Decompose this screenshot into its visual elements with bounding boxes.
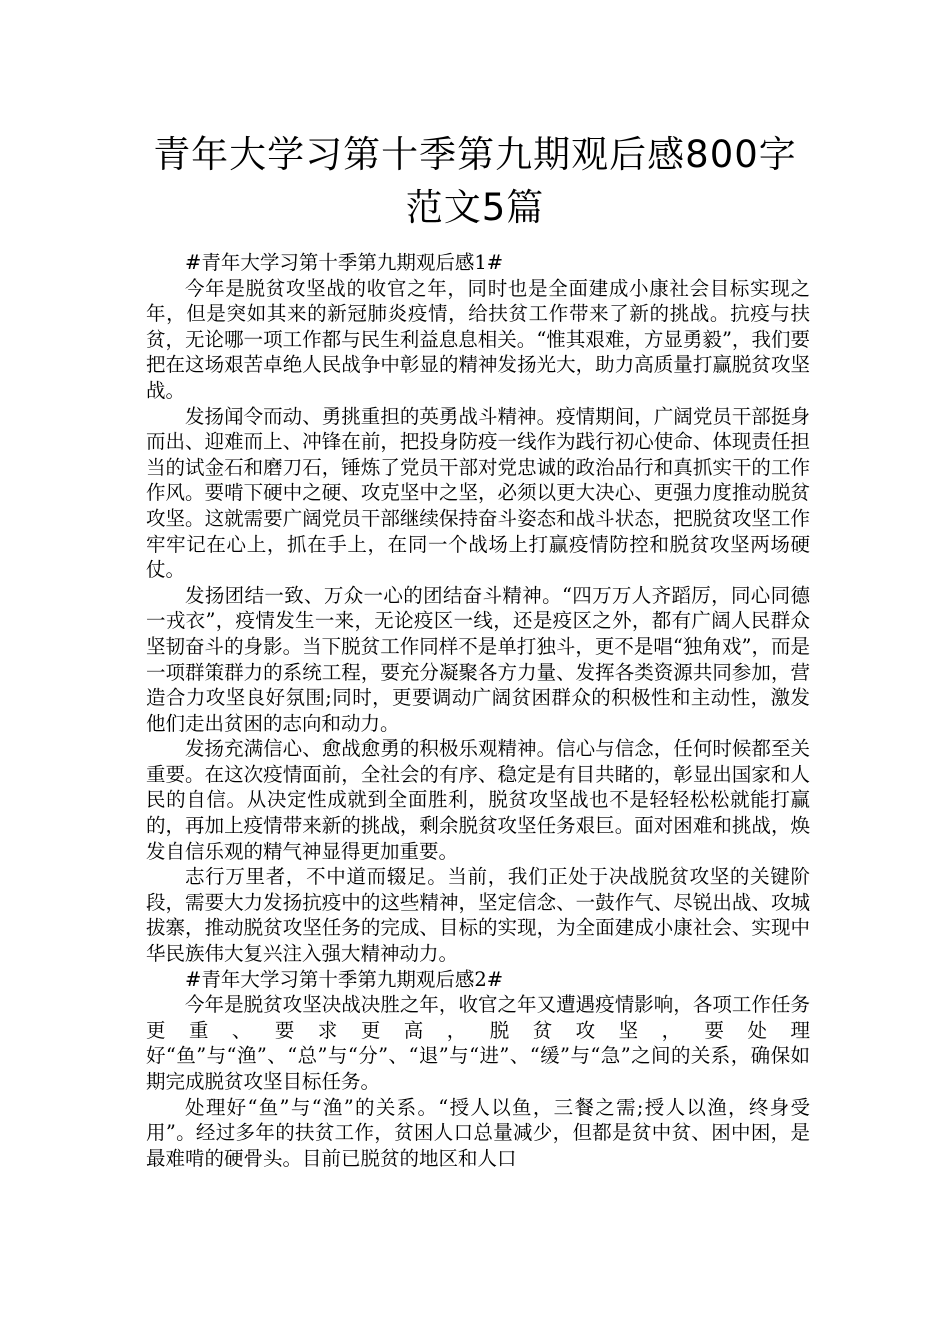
paragraph: 今年是脱贫攻坚战的收官之年，同时也是全面建成小康社会目标实现之年，但是突如其来的新冠肺炎疫情，给扶贫工作带来了新的挑战。抗疫与扶贫，无论哪一项工作都与民生利益息息相关。“惟其艰难，方显勇毅”，我们要把在这场艰苦卓绝人民战争中彰显的精神发扬光大，助力高质量打赢脱贫攻坚战。 xyxy=(146,276,810,402)
paragraph: 志行万里者，不中道而辍足。当前，我们正处于决战脱贫攻坚的关键阶段，需要大力发扬抗疫中的这些精神，坚定信念、一鼓作气、尽锐出战、攻城拔寨，推动脱贫攻坚任务的完成、目标的实现，为全面建成小康社会、实现中华民族伟大复兴注入强大精神动力。 xyxy=(146,865,810,966)
title-line-2: 范文5篇 xyxy=(405,186,545,229)
paragraph: 发扬团结一致、万众一心的团结奋斗精神。“四万万人齐蹈厉，同心同德一戎衣”，疫情发生一来，无论疫区一线，还是疫区之外，都有广阔人民群众坚韧奋斗的身影。当下脱贫工作同样不是单打独斗，更不是唱“独角戏”，而是一项群策群力的系统工程，要充分凝聚各方力量、发挥各类资源共同参加，营造合力攻坚良好氛围;同时，更要调动广阔贫困群众的积极性和主动性，激发他们走出贫困的志向和动力。 xyxy=(146,583,810,735)
title-line-1: 青年大学习第十季第九期观后感800字 xyxy=(153,133,797,176)
document-body xyxy=(146,250,810,1171)
paragraph: 发扬充满信心、愈战愈勇的积极乐观精神。信心与信念，任何时候都至关重要。在这次疫情面前，全社会的有序、稳定是有目共睹的，彰显出国家和人民的自信。从决定性成就到全面胜利，脱贫攻坚战也不是轻轻松松就能打赢的，再加上疫情带来新的挑战，剩余脱贫攻坚任务艰巨。面对困难和挑战，焕发自信乐观的精气神显得更加重要。 xyxy=(146,737,810,863)
document-title xyxy=(120,128,830,234)
paragraph: 发扬闻令而动、勇挑重担的英勇战斗精神。疫情期间，广阔党员干部挺身而出、迎难而上、冲锋在前，把投身防疫一线作为践行初心使命、体现责任担当的试金石和磨刀石，锤炼了党员干部对党忠诚的政治品行和真抓实干的工作作风。要啃下硬中之硬、攻克坚中之坚，必须以更大决心、更强力度推动脱贫攻坚。这就需要广阔党员干部继续保持奋斗姿态和战斗状态，把脱贫攻坚工作牢牢记在心上，抓在手上，在同一个战场上打赢疫情防控和脱贫攻坚两场硬仗。 xyxy=(146,404,810,582)
section-heading-2: #青年大学习第十季第九期观后感2# xyxy=(185,967,504,991)
section-heading-1: #青年大学习第十季第九期观后感1# xyxy=(185,251,504,274)
paragraph: 处理好“鱼”与“渔”的关系。“授人以鱼，三餐之需;授人以渔，终身受用”。经过多年的扶贫工作，贫困人口总量减少，但都是贫中贫、困中困，是最难啃的硬骨头。目前已脱贫的地区和人口 xyxy=(146,1095,810,1170)
paragraph: 今年是脱贫攻坚决战决胜之年，收官之年又遭遇疫情影响，各项工作任务更重、要求更高，脱贫攻坚，要处理好“鱼”与“渔”、“总”与“分”、“退”与“进”、“缓”与“急”之间的关系，确保如期完成脱贫攻坚目标任务。 xyxy=(146,993,810,1093)
